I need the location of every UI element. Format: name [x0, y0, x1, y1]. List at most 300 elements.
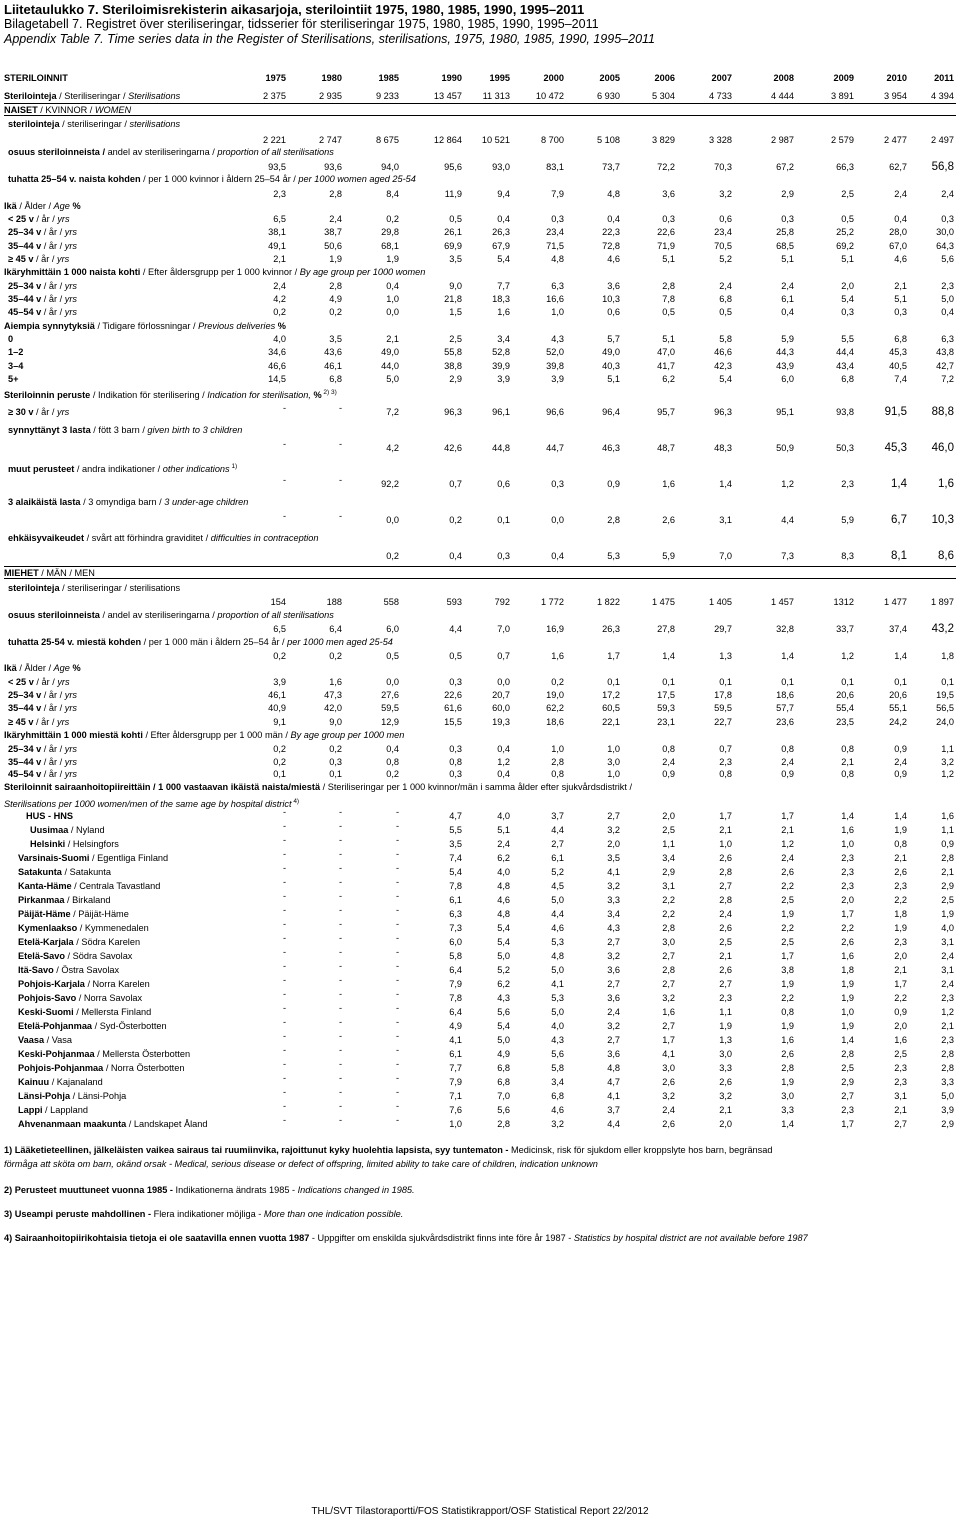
table-cell: 1,6: [662, 479, 675, 489]
row-label-normal: / Satakunta: [61, 867, 111, 877]
year-header-cell: [672, 72, 732, 85]
table-cell: 0,2: [386, 551, 399, 561]
row-label-bold: Kymenlaakso: [18, 923, 78, 933]
table-cell: 0,3: [497, 551, 510, 561]
table-cell: 26,3: [492, 227, 510, 237]
table-row: [4, 582, 956, 595]
table-row: [4, 280, 956, 293]
row-label-italic: difficulties in contraception: [210, 533, 319, 543]
table-cell: 23,6: [776, 717, 794, 727]
table-cell: -: [395, 1087, 399, 1097]
table-row: [4, 689, 956, 702]
table-cell: 3,2: [662, 1091, 675, 1101]
table-cell: 3,8: [781, 965, 794, 975]
table-cell: 2,6: [662, 515, 675, 525]
table-cell: 3,6: [607, 1049, 620, 1059]
row-label: [8, 636, 393, 649]
table-cell: 7,8: [449, 993, 462, 1003]
row-label-italic: yrs: [64, 294, 77, 304]
footnote-italic: Statistics by hospital district are not available before 1987: [573, 1233, 808, 1243]
row-label-bold: Pohjois-Karjala: [18, 979, 85, 989]
row-label-bold: Keski-Suomi: [18, 1007, 74, 1017]
row-label: [8, 306, 77, 319]
table-cell: 2,8: [662, 965, 675, 975]
table-cell: 47,3: [324, 690, 342, 700]
table-cell: 0,1: [719, 677, 732, 687]
table-cell: 3,9: [941, 1105, 954, 1115]
table-cell: 1,7: [894, 979, 907, 989]
table-cell: 1 477: [884, 597, 907, 607]
table-cell: 1,6: [781, 1035, 794, 1045]
table-cell: 1,4: [719, 479, 732, 489]
table-cell: 2,4: [719, 909, 732, 919]
row-label-normal: / år /: [41, 241, 65, 251]
table-cell: 7,9: [449, 1077, 462, 1087]
year-label: 1975: [265, 73, 286, 83]
table-cell: 6,4: [449, 1007, 462, 1017]
table-row: [4, 1031, 956, 1047]
table-cell: 2,1: [894, 965, 907, 975]
table-cell: -: [395, 849, 399, 859]
year-header-cell: [450, 72, 510, 85]
table-cell: 3,9: [551, 374, 564, 384]
row-label: [8, 496, 248, 509]
table-cell: -: [338, 919, 342, 929]
row-label-italic: By age group per 1000 men: [290, 730, 405, 740]
table-cell: 2,6: [719, 923, 732, 933]
table-cell: -: [395, 1115, 399, 1125]
table-cell: 1 822: [597, 597, 620, 607]
table-cell: -: [282, 1073, 286, 1083]
table-cell: 61,6: [444, 703, 462, 713]
table-cell: -: [395, 877, 399, 887]
table-cell: 8 675: [376, 135, 399, 145]
row-label-italic: 3 under-age children: [164, 497, 249, 507]
table-cell: 22,6: [444, 690, 462, 700]
table-row: [4, 989, 956, 1005]
table-row: [4, 821, 956, 837]
row-label-bold: Kanta-Häme: [18, 881, 72, 891]
table-cell: -: [338, 807, 342, 817]
row-label-normal: / fött 3 barn /: [90, 425, 148, 435]
footnote-ref: 2) 3): [321, 389, 337, 396]
table-cell: 2,5: [781, 895, 794, 905]
table-cell: 1,9: [941, 909, 954, 919]
footnote: [4, 1232, 808, 1245]
table-cell: 0,9: [607, 479, 620, 489]
table-cell: 0,0: [386, 515, 399, 525]
table-cell: 16,9: [546, 624, 564, 634]
table-cell: 24,2: [889, 717, 907, 727]
table-cell: 2,3: [894, 937, 907, 947]
table-cell: 43,9: [776, 361, 794, 371]
table-cell: 70,3: [714, 162, 732, 172]
table-cell: 2 497: [931, 135, 954, 145]
row-label-bold: Ikä: [4, 663, 17, 673]
table-cell: -: [395, 947, 399, 957]
table-cell: 95,7: [657, 407, 675, 417]
row-label-bold: sterilointeja: [8, 583, 60, 593]
table-cell: 2,2: [662, 909, 675, 919]
table-cell: 2,7: [607, 979, 620, 989]
table-cell: 46,6: [268, 361, 286, 371]
table-row: [4, 835, 956, 851]
table-cell: 2,8: [607, 515, 620, 525]
table-cell: 5 108: [597, 135, 620, 145]
row-label-normal: / Mellersta Finland: [73, 1007, 152, 1017]
year-label: 2008: [773, 73, 794, 83]
year-header-cell: [794, 72, 854, 85]
table-cell: 28,0: [889, 227, 907, 237]
row-label: [18, 880, 160, 893]
row-label-bold: osuus steriloinneista: [8, 610, 100, 620]
row-label-italic: yrs: [64, 703, 77, 713]
row-label-normal: / Norra Karelen: [84, 979, 150, 989]
table-cell: 20,6: [836, 690, 854, 700]
row-label-normal: / Efter åldersgrupp per 1 000 män /: [142, 730, 291, 740]
table-cell: 2,5: [841, 189, 854, 199]
table-cell: 34,6: [268, 347, 286, 357]
table-row: [4, 919, 956, 935]
row-label: [8, 609, 334, 622]
table-cell: 4,1: [662, 1049, 675, 1059]
year-header-cell: [615, 72, 675, 85]
year-label: 2009: [833, 73, 854, 83]
table-cell: 1,9: [894, 825, 907, 835]
row-label: [8, 702, 77, 715]
table-cell: 4,8: [497, 909, 510, 919]
table-cell: 20,7: [492, 690, 510, 700]
row-label-normal: / år /: [41, 294, 65, 304]
table-cell: 2,4: [329, 214, 342, 224]
table-cell: 2,3: [894, 881, 907, 891]
year-label: 2006: [654, 73, 675, 83]
table-row: [4, 743, 956, 756]
table-cell: -: [338, 891, 342, 901]
table-cell: 46,1: [324, 361, 342, 371]
table-cell: 0,3: [841, 307, 854, 317]
table-cell: 2,0: [894, 951, 907, 961]
table-cell: 5,4: [497, 254, 510, 264]
table-cell: 67,0: [889, 241, 907, 251]
table-cell: 0,4: [941, 307, 954, 317]
table-cell: 93,6: [324, 162, 342, 172]
table-cell: 2,5: [719, 937, 732, 947]
row-label-unit: %: [69, 663, 81, 673]
row-label-italic: proportion of all sterilisations: [217, 610, 334, 620]
table-cell: 50,6: [324, 241, 342, 251]
table-cell: 0,5: [662, 307, 675, 317]
row-label-unit: %: [275, 321, 286, 331]
row-label: [8, 532, 319, 545]
table-cell: 2 477: [884, 135, 907, 145]
table-cell: 0,4: [781, 307, 794, 317]
table-cell: 49,1: [268, 241, 286, 251]
row-label: [8, 689, 77, 702]
table-cell: 46,1: [268, 690, 286, 700]
row-label: [8, 118, 180, 131]
table-cell: -: [338, 475, 342, 485]
row-label: [30, 824, 105, 837]
table-cell: 5,1: [781, 254, 794, 264]
row-label-bold: NAISET: [4, 105, 38, 115]
table-cell: -: [338, 989, 342, 999]
table-cell: 1,9: [781, 979, 794, 989]
table-cell: 4,3: [551, 1035, 564, 1045]
row-label: [8, 280, 77, 293]
table-cell: 70,5: [714, 241, 732, 251]
table-cell: 4,4: [781, 515, 794, 525]
row-label-italic: yrs: [64, 307, 77, 317]
table-row: [4, 200, 956, 213]
section-header-row: [4, 566, 956, 579]
table-cell: 6,4: [449, 965, 462, 975]
table-cell: 6,2: [497, 853, 510, 863]
footnote-normal: Indikationerna ändrats 1985 -: [175, 1185, 298, 1195]
row-label: [18, 1048, 190, 1061]
row-label: [4, 320, 286, 333]
table-row: [4, 1045, 956, 1061]
row-label-normal: andel av steriliseringarna /: [105, 147, 218, 157]
table-cell: 6,0: [449, 937, 462, 947]
table-row: [4, 768, 956, 781]
table-cell: 5 304: [652, 91, 675, 101]
table-cell: 593: [446, 597, 462, 607]
table-cell: 2,7: [894, 1119, 907, 1129]
table-cell: 0,4: [497, 744, 510, 754]
row-label-normal: / år /: [41, 227, 65, 237]
year-label: 1990: [441, 73, 462, 83]
table-cell: 2,9: [781, 189, 794, 199]
table-cell: 23,5: [836, 717, 854, 727]
row-label-bold: Varsinais-Suomi: [18, 853, 90, 863]
table-cell: 56,8: [931, 161, 954, 173]
row-label: [18, 908, 129, 921]
table-cell: 0,8: [841, 769, 854, 779]
table-row: [4, 333, 956, 346]
table-cell: 39,8: [546, 361, 564, 371]
table-cell: 38,8: [444, 361, 462, 371]
table-cell: 48,7: [657, 443, 675, 453]
row-label-normal: / Ålder /: [16, 201, 54, 211]
table-cell: 0,5: [449, 214, 462, 224]
table-cell: 1,0: [449, 1119, 462, 1129]
table-cell: 1,2: [941, 1007, 954, 1017]
table-cell: 2,5: [941, 895, 954, 905]
table-cell: 0,8: [386, 757, 399, 767]
row-label-italic: given birth to 3 children: [147, 425, 243, 435]
table-cell: 55,1: [889, 703, 907, 713]
table-cell: 62,7: [889, 162, 907, 172]
row-label: [8, 716, 69, 729]
table-cell: 17,5: [657, 690, 675, 700]
row-label-bold: ehkäisyvaikeudet: [8, 533, 85, 543]
table-cell: 0,6: [607, 307, 620, 317]
table-cell: 2,8: [941, 853, 954, 863]
table-row: [4, 266, 956, 279]
table-row: [4, 118, 956, 131]
table-cell: 2,2: [781, 881, 794, 891]
table-cell: 6,2: [497, 979, 510, 989]
row-label: [8, 676, 70, 689]
year-header-cell: [282, 72, 342, 85]
row-label-bold: ≥ 30 v: [8, 407, 34, 417]
table-cell: 44,4: [836, 347, 854, 357]
row-label-italic: Sterilisations per 1000 women/men of the same age by hospital district: [4, 799, 292, 810]
table-cell: 56,5: [936, 703, 954, 713]
table-cell: 1,8: [841, 965, 854, 975]
table-cell: 4,6: [551, 923, 564, 933]
table-cell: 7,2: [386, 407, 399, 417]
year-header-cell: [894, 72, 954, 85]
year-header-cell: [226, 72, 286, 85]
table-cell: 3,3: [719, 1063, 732, 1073]
table-row: [4, 781, 956, 794]
table-cell: 2,1: [781, 825, 794, 835]
table-cell: 3,4: [551, 1077, 564, 1087]
table-cell: 25,8: [776, 227, 794, 237]
table-cell: 0,6: [497, 479, 510, 489]
table-cell: 8,1: [891, 550, 907, 562]
row-label-bold: Sterilointeja: [4, 91, 57, 101]
table-cell: 18,3: [492, 294, 510, 304]
table-cell: 45,3: [889, 347, 907, 357]
table-cell: -: [395, 891, 399, 901]
row-label: [4, 266, 425, 279]
table-row: [4, 676, 956, 689]
table-row: [4, 1115, 956, 1131]
table-cell: 1 772: [541, 597, 564, 607]
table-cell: 3,2: [607, 1021, 620, 1031]
table-cell: 68,5: [776, 241, 794, 251]
table-cell: 0,2: [551, 677, 564, 687]
table-cell: 6,8: [719, 294, 732, 304]
table-cell: 19,3: [492, 717, 510, 727]
table-cell: 0,1: [273, 769, 286, 779]
row-label: [8, 768, 77, 781]
table-cell: 2 375: [263, 91, 286, 101]
table-cell: 2,4: [894, 757, 907, 767]
table-cell: 1,6: [894, 1035, 907, 1045]
table-cell: 5,8: [719, 334, 732, 344]
page-title: Liitetaulukko 7. Steriloimisrekisterin aikasarjoja, sterilointiit 1975, 1980, 1985, 1990, 1995–2011: [4, 2, 585, 17]
table-cell: 95,1: [776, 407, 794, 417]
table-cell: 1,7: [662, 1035, 675, 1045]
table-cell: 1,4: [841, 1035, 854, 1045]
row-label-bold: Steriloinnit sairaanhoitopiireittäin / 1 000 vastaavan ikäistä naista/miestä: [4, 782, 321, 792]
table-cell: 23,1: [657, 717, 675, 727]
row-label-italic: yrs: [64, 227, 77, 237]
table-row: [4, 729, 956, 742]
table-row: [4, 961, 956, 977]
table-cell: 6,8: [551, 1091, 564, 1101]
table-cell: 2,7: [662, 979, 675, 989]
table-cell: 2 987: [771, 135, 794, 145]
row-label: [18, 1104, 88, 1117]
table-cell: -: [338, 1059, 342, 1069]
row-label-bold: 25–34 v: [8, 227, 42, 237]
row-label-normal: / Centrala Tavastland: [71, 881, 161, 891]
table-cell: 1,4: [894, 651, 907, 661]
table-cell: 46,0: [931, 442, 954, 454]
row-label-italic: Age: [53, 201, 70, 211]
table-cell: 96,1: [492, 407, 510, 417]
table-cell: 0,2: [386, 214, 399, 224]
table-cell: 0,8: [662, 744, 675, 754]
table-cell: 0,1: [894, 677, 907, 687]
table-cell: 26,3: [602, 624, 620, 634]
table-cell: 6,0: [386, 624, 399, 634]
row-label-bold: Ahvenanmaan maakunta: [18, 1119, 127, 1129]
table-row: [4, 346, 956, 359]
table-cell: 0,8: [841, 744, 854, 754]
table-cell: 5,0: [551, 965, 564, 975]
table-cell: 3,2: [607, 951, 620, 961]
table-cell: -: [282, 1101, 286, 1111]
table-cell: 5,3: [607, 551, 620, 561]
table-cell: 5,0: [497, 951, 510, 961]
table-cell: 1,3: [719, 1035, 732, 1045]
row-label-normal: / steriliseringar / sterilisations: [59, 583, 181, 593]
row-label: [18, 978, 150, 991]
table-cell: 0,3: [551, 479, 564, 489]
table-cell: -: [338, 403, 342, 413]
table-row: [4, 424, 956, 437]
table-row: [4, 1059, 956, 1075]
table-cell: 7,4: [449, 853, 462, 863]
table-cell: -: [282, 1045, 286, 1055]
table-cell: 9,4: [497, 189, 510, 199]
table-cell: 0,9: [894, 1007, 907, 1017]
row-label-italic: yrs: [64, 757, 77, 767]
footnote-bold: 3) Useampi peruste mahdollinen -: [4, 1209, 154, 1219]
row-label-italic: yrs: [64, 241, 77, 251]
row-label-normal: / år /: [41, 307, 65, 317]
table-cell: 10,3: [931, 514, 954, 526]
row-label-normal: / Kymmenedalen: [77, 923, 149, 933]
table-cell: 5,1: [841, 254, 854, 264]
row-label: [8, 346, 23, 359]
table-cell: 5,3: [551, 993, 564, 1003]
table-cell: 1,6: [938, 478, 954, 490]
table-cell: 1,5: [449, 307, 462, 317]
table-cell: 2,4: [781, 853, 794, 863]
table-cell: 2,1: [941, 1021, 954, 1031]
table-cell: 4,0: [941, 923, 954, 933]
table-cell: 792: [494, 597, 510, 607]
row-label-bold: Ikä: [4, 201, 17, 211]
table-cell: 2,1: [941, 867, 954, 877]
table-cell: 42,7: [936, 361, 954, 371]
table-cell: 3,2: [551, 1119, 564, 1129]
row-label: [4, 386, 337, 402]
table-cell: 45,3: [884, 442, 907, 454]
table-cell: 50,9: [776, 443, 794, 453]
table-cell: 2,4: [941, 951, 954, 961]
table-row: [4, 532, 956, 545]
table-row: [4, 475, 956, 491]
table-cell: 7,3: [449, 923, 462, 933]
table-cell: 1,9: [781, 1077, 794, 1087]
table-cell: 19,5: [936, 690, 954, 700]
row-label-bold: Steriloinnin peruste: [4, 390, 91, 401]
table-cell: 44,8: [492, 443, 510, 453]
table-cell: 5,9: [841, 515, 854, 525]
table-cell: 6 930: [597, 91, 620, 101]
table-cell: 55,4: [836, 703, 854, 713]
table-cell: 1,9: [841, 1021, 854, 1031]
table-cell: 5,7: [607, 334, 620, 344]
